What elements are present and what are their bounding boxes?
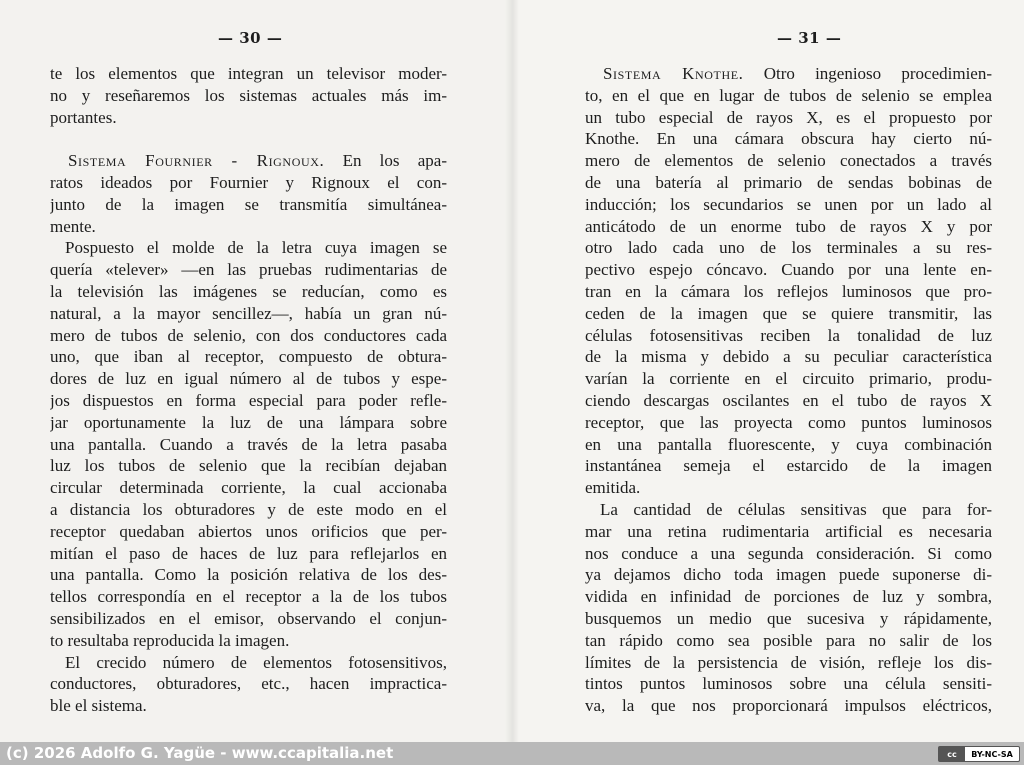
license-terms: BY-NC-SA <box>971 749 1013 759</box>
text-line <box>50 150 447 172</box>
text-line <box>50 412 447 434</box>
line-text: anticátodo de un enorme tubo de rayos X y por <box>585 216 992 236</box>
text-line <box>50 434 447 456</box>
line-text: dores de luz en igual número al de tubos y espe- <box>50 369 447 389</box>
line-text: te los elementos que integran un televisor moder- <box>50 64 447 83</box>
line-text: mente. <box>50 216 96 236</box>
text-line <box>50 259 447 281</box>
text-line <box>50 564 447 586</box>
line-text: uno, que iban al receptor, compuesto de obtura- <box>50 347 447 367</box>
creative-commons-icon: cc <box>939 747 965 761</box>
line-text: límites de la persistencia de visión, refleje los dis- <box>585 652 992 672</box>
text-line <box>50 107 447 129</box>
page-body <box>585 63 992 717</box>
line-text: El crecido número de elementos fotosensitivos, <box>65 652 447 672</box>
line-text: ceden de la imagen que se quiere transmitir, las <box>585 303 992 323</box>
line-text: en una pantalla fluorescente, y cuya combinación <box>585 434 992 454</box>
line-text: ratos ideados por Fournier y Rignoux el con- <box>50 172 447 192</box>
line-text: En los apa- <box>324 151 447 171</box>
line-text: instantánea semeja el estarcido de la imagen <box>585 456 992 476</box>
line-text: mar una retina rudimentaria artificial es necesaria <box>585 521 992 541</box>
text-line <box>585 281 992 303</box>
text-line <box>50 695 447 717</box>
line-text: va, la que nos proporcionará impulsos eléctricos, <box>585 696 992 716</box>
line-text: natural, a la mayor sencillez—, había un gran nú- <box>50 303 447 323</box>
text-line <box>50 521 447 543</box>
text-line <box>50 499 447 521</box>
text-line <box>585 673 992 695</box>
text-line <box>50 216 447 238</box>
text-line <box>50 673 447 695</box>
line-text: jos dispuestos en forma especial para poder refle- <box>50 390 447 410</box>
text-line <box>585 455 992 477</box>
line-text: jar oportunamente la luz de una lámpara sobre <box>50 412 447 432</box>
line-text: un tubo especial de rayos X, es el propuesto por <box>585 107 992 127</box>
text-line <box>50 63 447 85</box>
text-line <box>50 281 447 303</box>
line-text: luz los tubos de selenio que la recibían dejaban <box>50 456 447 476</box>
section-heading: Sistema Knothe. <box>603 64 744 83</box>
line-text: la televisión las imágenes se reducían, como es <box>50 281 447 301</box>
line-text: busquemos un medio que sucesiva y rápidamente, <box>585 608 992 628</box>
line-text: junto de la imagen se transmitía simultánea- <box>50 194 447 214</box>
line-text: to resultaba reproducida la imagen. <box>50 630 290 650</box>
text-line <box>50 85 447 107</box>
text-line <box>585 85 992 107</box>
text-line <box>50 543 447 565</box>
line-text: emitida. <box>585 478 641 498</box>
text-line <box>585 63 992 85</box>
text-line <box>50 368 447 390</box>
text-line <box>585 543 992 565</box>
text-line <box>585 259 992 281</box>
line-text: inducción; los secundarios se unen por un lado al <box>585 194 992 214</box>
watermark-bar <box>0 742 1024 765</box>
line-text: de la misma y debido a su peculiar característica <box>585 347 992 367</box>
line-text: Pospuesto el molde de la letra cuya imagen se <box>65 238 447 258</box>
text-line <box>50 303 447 325</box>
text-line <box>585 390 992 412</box>
line-text: mero de elementos de selenio conectados a través <box>585 151 992 171</box>
page-number: — 30 — <box>218 29 283 47</box>
text-line <box>585 630 992 652</box>
line-text: tintos puntos luminosos sobre una célula sensiti- <box>585 674 992 694</box>
book-gutter <box>505 0 519 742</box>
copyright-credit: (c) 2026 Adolfo G. Yagüe - www.ccapitalia.net <box>6 744 394 762</box>
text-line <box>585 499 992 521</box>
text-line <box>585 194 992 216</box>
text-line <box>585 521 992 543</box>
line-text: tellos correspondía en el receptor a la de los tubos <box>50 587 447 607</box>
text-line <box>50 455 447 477</box>
left-page <box>0 0 512 742</box>
line-text: tan rápido como sea posible para no salir de los <box>585 630 992 650</box>
text-line <box>585 346 992 368</box>
line-text: portantes. <box>50 107 117 127</box>
text-line <box>50 608 447 630</box>
text-line <box>50 237 447 259</box>
right-page <box>512 0 1024 742</box>
text-line <box>585 368 992 390</box>
line-text: vidida en infinidad de porciones de luz y sombra, <box>585 587 992 607</box>
line-text: nos conduce a una segunda consideración. Si como <box>585 543 992 563</box>
line-text: circular determinada corriente, la cual accionaba <box>50 478 447 498</box>
text-line <box>585 695 992 717</box>
text-line <box>585 434 992 456</box>
line-text: a distancia los obturadores y de este modo en el <box>50 499 447 519</box>
line-text: receptor, que las proyecta como puntos luminosos <box>585 412 992 432</box>
text-line <box>585 150 992 172</box>
text-line <box>585 608 992 630</box>
text-line <box>585 325 992 347</box>
text-line <box>585 107 992 129</box>
text-line <box>50 325 447 347</box>
line-text: Knothe. En una cámara obscura hay cierto nú- <box>585 129 992 149</box>
line-text: pectivo espejo cóncavo. Cuando por una lente en- <box>585 260 992 280</box>
text-line <box>585 303 992 325</box>
text-line <box>585 586 992 608</box>
line-text: sensibilizados en el emisor, observando el conjun- <box>50 608 447 628</box>
text-line <box>50 390 447 412</box>
line-text: mero de tubos de selenio, con dos conductores cada <box>50 325 447 345</box>
line-text: receptor quedaban abiertos unos orificios que per- <box>50 521 447 541</box>
line-text: ya dejamos dicho toda imagen puede suponerse di- <box>585 565 992 585</box>
text-line <box>50 652 447 674</box>
text-line <box>585 172 992 194</box>
text-line <box>50 477 447 499</box>
line-text: mitían el paso de haces de luz para reflejarlos en <box>50 543 447 563</box>
text-line <box>585 128 992 150</box>
line-text: quería «telever» —en las pruebas rudimentarias de <box>50 260 447 280</box>
line-text: conductores, obturadores, etc., hacen impractica- <box>50 674 447 694</box>
page-body <box>50 63 447 717</box>
text-line <box>585 216 992 238</box>
line-text: varían la corriente en el circuito primario, produ- <box>585 369 992 389</box>
paragraph-gap <box>50 128 447 150</box>
text-line <box>50 586 447 608</box>
line-text: una pantalla. Como la posición relativa de los des- <box>50 565 447 585</box>
text-line <box>585 564 992 586</box>
text-line <box>585 237 992 259</box>
text-line <box>50 172 447 194</box>
line-text: no y reseñaremos los sistemas actuales más im- <box>50 85 447 105</box>
section-heading: Sistema Fournier - Rignoux. <box>68 151 325 171</box>
text-line <box>585 412 992 434</box>
text-line <box>50 630 447 652</box>
line-text: La cantidad de células sensitivas que para for- <box>600 499 992 519</box>
line-text: ble el sistema. <box>50 696 147 716</box>
line-text: to, en el que en lugar de tubos de selenio se emplea <box>585 85 992 105</box>
text-line <box>585 652 992 674</box>
text-line <box>585 477 992 499</box>
cc-license-badge <box>938 746 1020 762</box>
line-text: ciendo descargas oscilantes en el tubo de rayos X <box>585 390 992 410</box>
page-number: — 31 — <box>777 29 842 47</box>
line-text: células fotosensitivas reciben la tonalidad de luz <box>585 325 992 345</box>
line-text: tran en la cámara los reflejos luminosos que pro- <box>585 281 992 301</box>
line-text: Otro ingenioso procedimien- <box>743 64 992 83</box>
line-text: de una batería al primario de sendas bobinas de <box>585 172 992 192</box>
line-text: otro lado cada uno de los terminales a su res- <box>585 238 992 258</box>
text-line <box>50 346 447 368</box>
text-line <box>50 194 447 216</box>
line-text: una pantalla. Cuando a través de la letra pasaba <box>50 434 447 454</box>
